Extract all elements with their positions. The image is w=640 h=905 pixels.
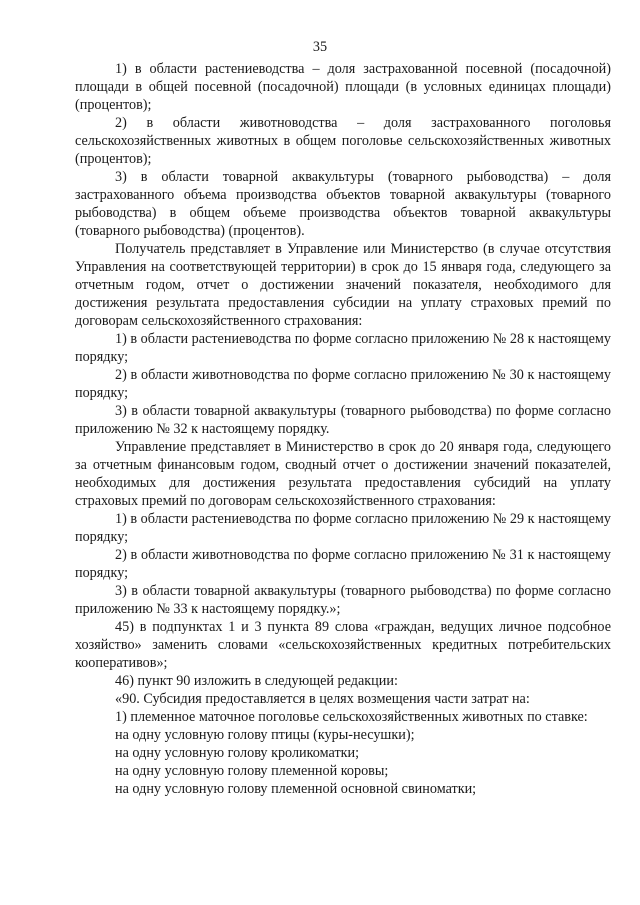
paragraph: 2) в области животноводства – доля застрахованного поголовья сельскохозяйственных животных в общем поголовье сельскохозяйственных животных (процентов);: [75, 115, 611, 167]
document-body: [75, 60, 611, 798]
paragraph: на одну условную голову кроликоматки;: [115, 745, 360, 761]
page-number: 35: [312, 39, 328, 55]
paragraph: 3) в области товарной аквакультуры (товарного рыбоводства) по форме согласно приложению № 32 к настоящему порядку.: [75, 403, 611, 437]
paragraph: 1) в области растениеводства по форме согласно приложению № 29 к настоящему порядку;: [75, 511, 611, 545]
paragraph: 2) в области животноводства по форме согласно приложению № 30 к настоящему порядку;: [75, 367, 611, 401]
paragraph: 1) племенное маточное поголовье сельскохозяйственных животных по ставке:: [115, 709, 588, 725]
paragraph: на одну условную голову племенной коровы;: [115, 763, 389, 779]
paragraph: 3) в области товарной аквакультуры (товарного рыбоводства) по форме согласно приложению № 33 к настоящему порядку.»;: [75, 583, 611, 617]
paragraph: 46) пункт 90 изложить в следующей редакции:: [115, 673, 398, 689]
paragraph: на одну условную голову племенной основной свиноматки;: [115, 781, 477, 797]
paragraph: «90. Субсидия предоставляется в целях возмещения части затрат на:: [115, 691, 530, 707]
paragraph: 1) в области растениеводства – доля застрахованной посевной (посадочной) площади в общей посевной (посадочной) площади (в условных единицах площади) (процентов);: [75, 61, 611, 113]
paragraph: 45) в подпунктах 1 и 3 пункта 89 слова «граждан, ведущих личное подсобное хозяйство» заменить словами «сельскохозяйственных кредитных потребительских кооперативов»;: [75, 619, 611, 671]
paragraph: 3) в области товарной аквакультуры (товарного рыбоводства) – доля застрахованного объема производства объектов товарной аквакультуры (товарного рыбоводства) в общем объеме производства объектов товарной аквакультуры (товарного рыбоводства) (процентов).: [75, 169, 611, 239]
paragraph: на одну условную голову птицы (куры-несушки);: [115, 727, 415, 743]
paragraph: 2) в области животноводства по форме согласно приложению № 31 к настоящему порядку;: [75, 547, 611, 581]
paragraph: 1) в области растениеводства по форме согласно приложению № 28 к настоящему порядку;: [75, 331, 611, 365]
paragraph: Управление представляет в Министерство в срок до 20 января года, следующего за отчетным финансовым годом, сводный отчет о достижении значений показателей, необходимых для достижения результата предоставления субсидий на уплату страховых премий по договорам сельскохозяйственного страхования:: [75, 439, 611, 509]
paragraph: Получатель представляет в Управление или Министерство (в случае отсутствия Управления на соответствующей территории) в срок до 15 января года, следующего за отчетным годом, отчет о достижении значений показателя, необходимого для достижения результата предоставления субсидии на уплату страховых премий по договорам сельскохозяйственного страхования:: [75, 241, 611, 329]
